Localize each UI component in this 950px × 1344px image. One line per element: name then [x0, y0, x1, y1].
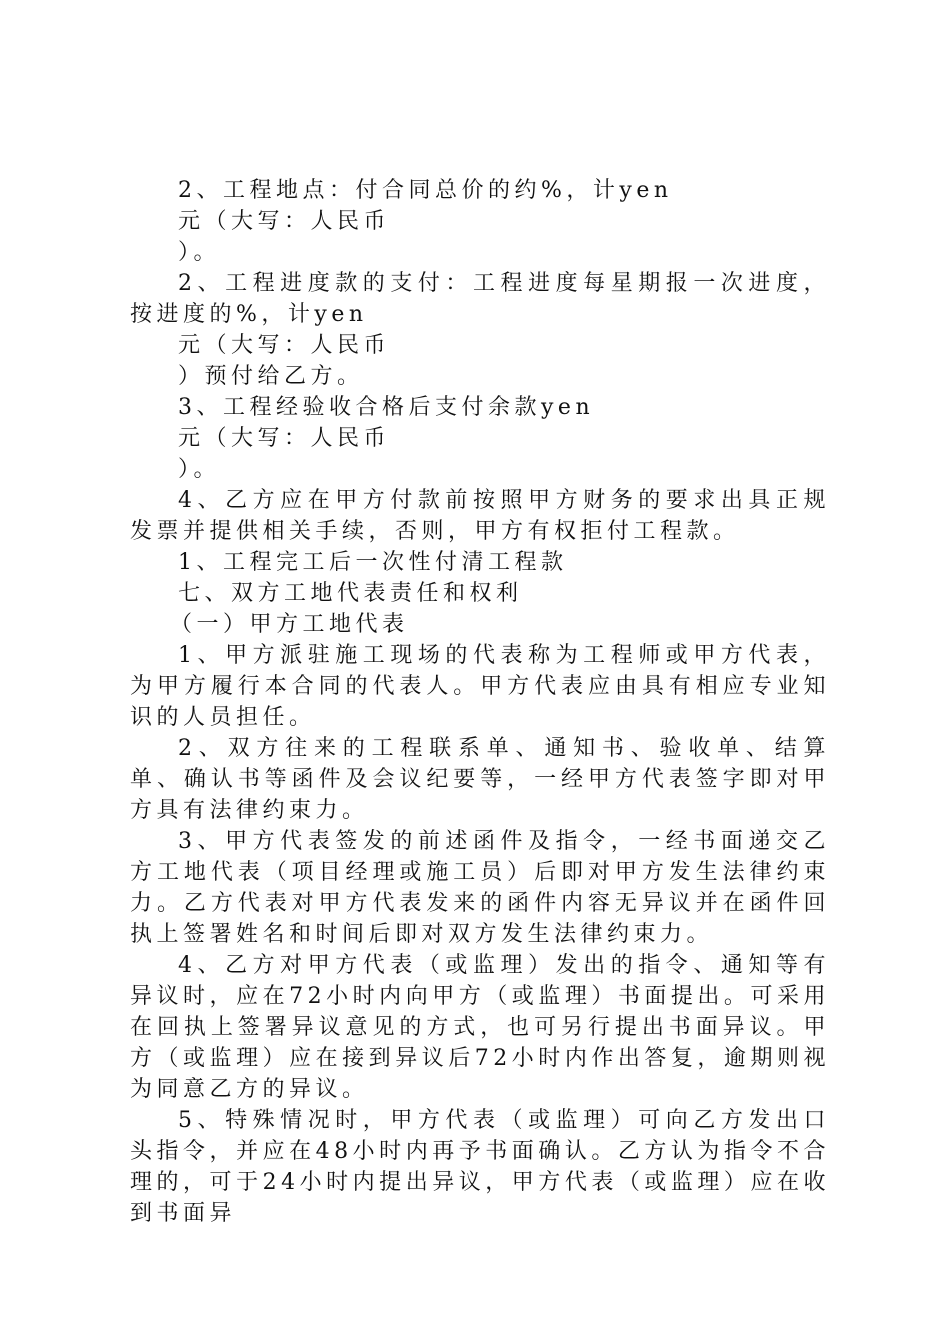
paragraph-final-payment: 1、工程完工后一次性付清工程款 — [178, 550, 568, 575]
subsection-heading-party-a: （一）甲方工地代表 — [170, 612, 409, 637]
paragraph-amount-words-3: 元（大写：人民币 — [178, 426, 391, 451]
document-body — [130, 175, 830, 1229]
paragraph-balance-payment: 3、工程经验收合格后支付余款yen — [178, 395, 595, 420]
paragraph-clause-3: 3、甲方代表签发的前述函件及指令，一经书面递交乙方工地代表（项目经理或施工员）后即对甲方发生法律约束力。乙方代表对甲方代表发来的函件内容无异议并在函件回执上签署姓名和时间后即对双方发生法律约束力。 — [130, 829, 830, 947]
paragraph-payment-location: 2、工程地点：付合同总价的约%，计yen — [178, 178, 673, 203]
paragraph-closing-1: ）。 — [178, 240, 221, 265]
paragraph-closing-3: ）。 — [178, 457, 221, 482]
paragraph-progress-payment: 2、工程进度款的支付：工程进度每星期报一次进度，按进度的%，计yen — [130, 271, 830, 327]
paragraph-clause-4: 4、乙方对甲方代表（或监理）发出的指令、通知等有异议时，应在72小时内向甲方（或监理）书面提出。可采用在回执上签署异议意见的方式，也可另行提出书面异议。甲方（或监理）应在接到异议后72小时内作出答复，逾期则视为同意乙方的异议。 — [130, 953, 830, 1102]
paragraph-clause-1: 1、甲方派驻施工现场的代表称为工程师或甲方代表，为甲方履行本合同的代表人。甲方代表应由具有相应专业知识的人员担任。 — [130, 643, 830, 730]
paragraph-prepay: ）预付给乙方。 — [178, 364, 364, 389]
section-heading-representatives: 七、双方工地代表责任和权利 — [178, 581, 523, 606]
paragraph-invoice: 4、乙方应在甲方付款前按照甲方财务的要求出具正规发票并提供相关手续，否则，甲方有权拒付工程款。 — [130, 488, 830, 544]
paragraph-amount-words-2: 元（大写：人民币 — [178, 333, 391, 358]
paragraph-amount-words-1: 元（大写：人民币 — [178, 209, 391, 234]
paragraph-clause-2: 2、双方往来的工程联系单、通知书、验收单、结算单、确认书等函件及会议纪要等，一经甲方代表签字即对甲方具有法律约束力。 — [130, 736, 830, 823]
paragraph-clause-5: 5、特殊情况时，甲方代表（或监理）可向乙方发出口头指令，并应在48小时内再予书面确认。乙方认为指令不合理的，可于24小时内提出异议，甲方代表（或监理）应在收到书面异 — [130, 1108, 830, 1226]
